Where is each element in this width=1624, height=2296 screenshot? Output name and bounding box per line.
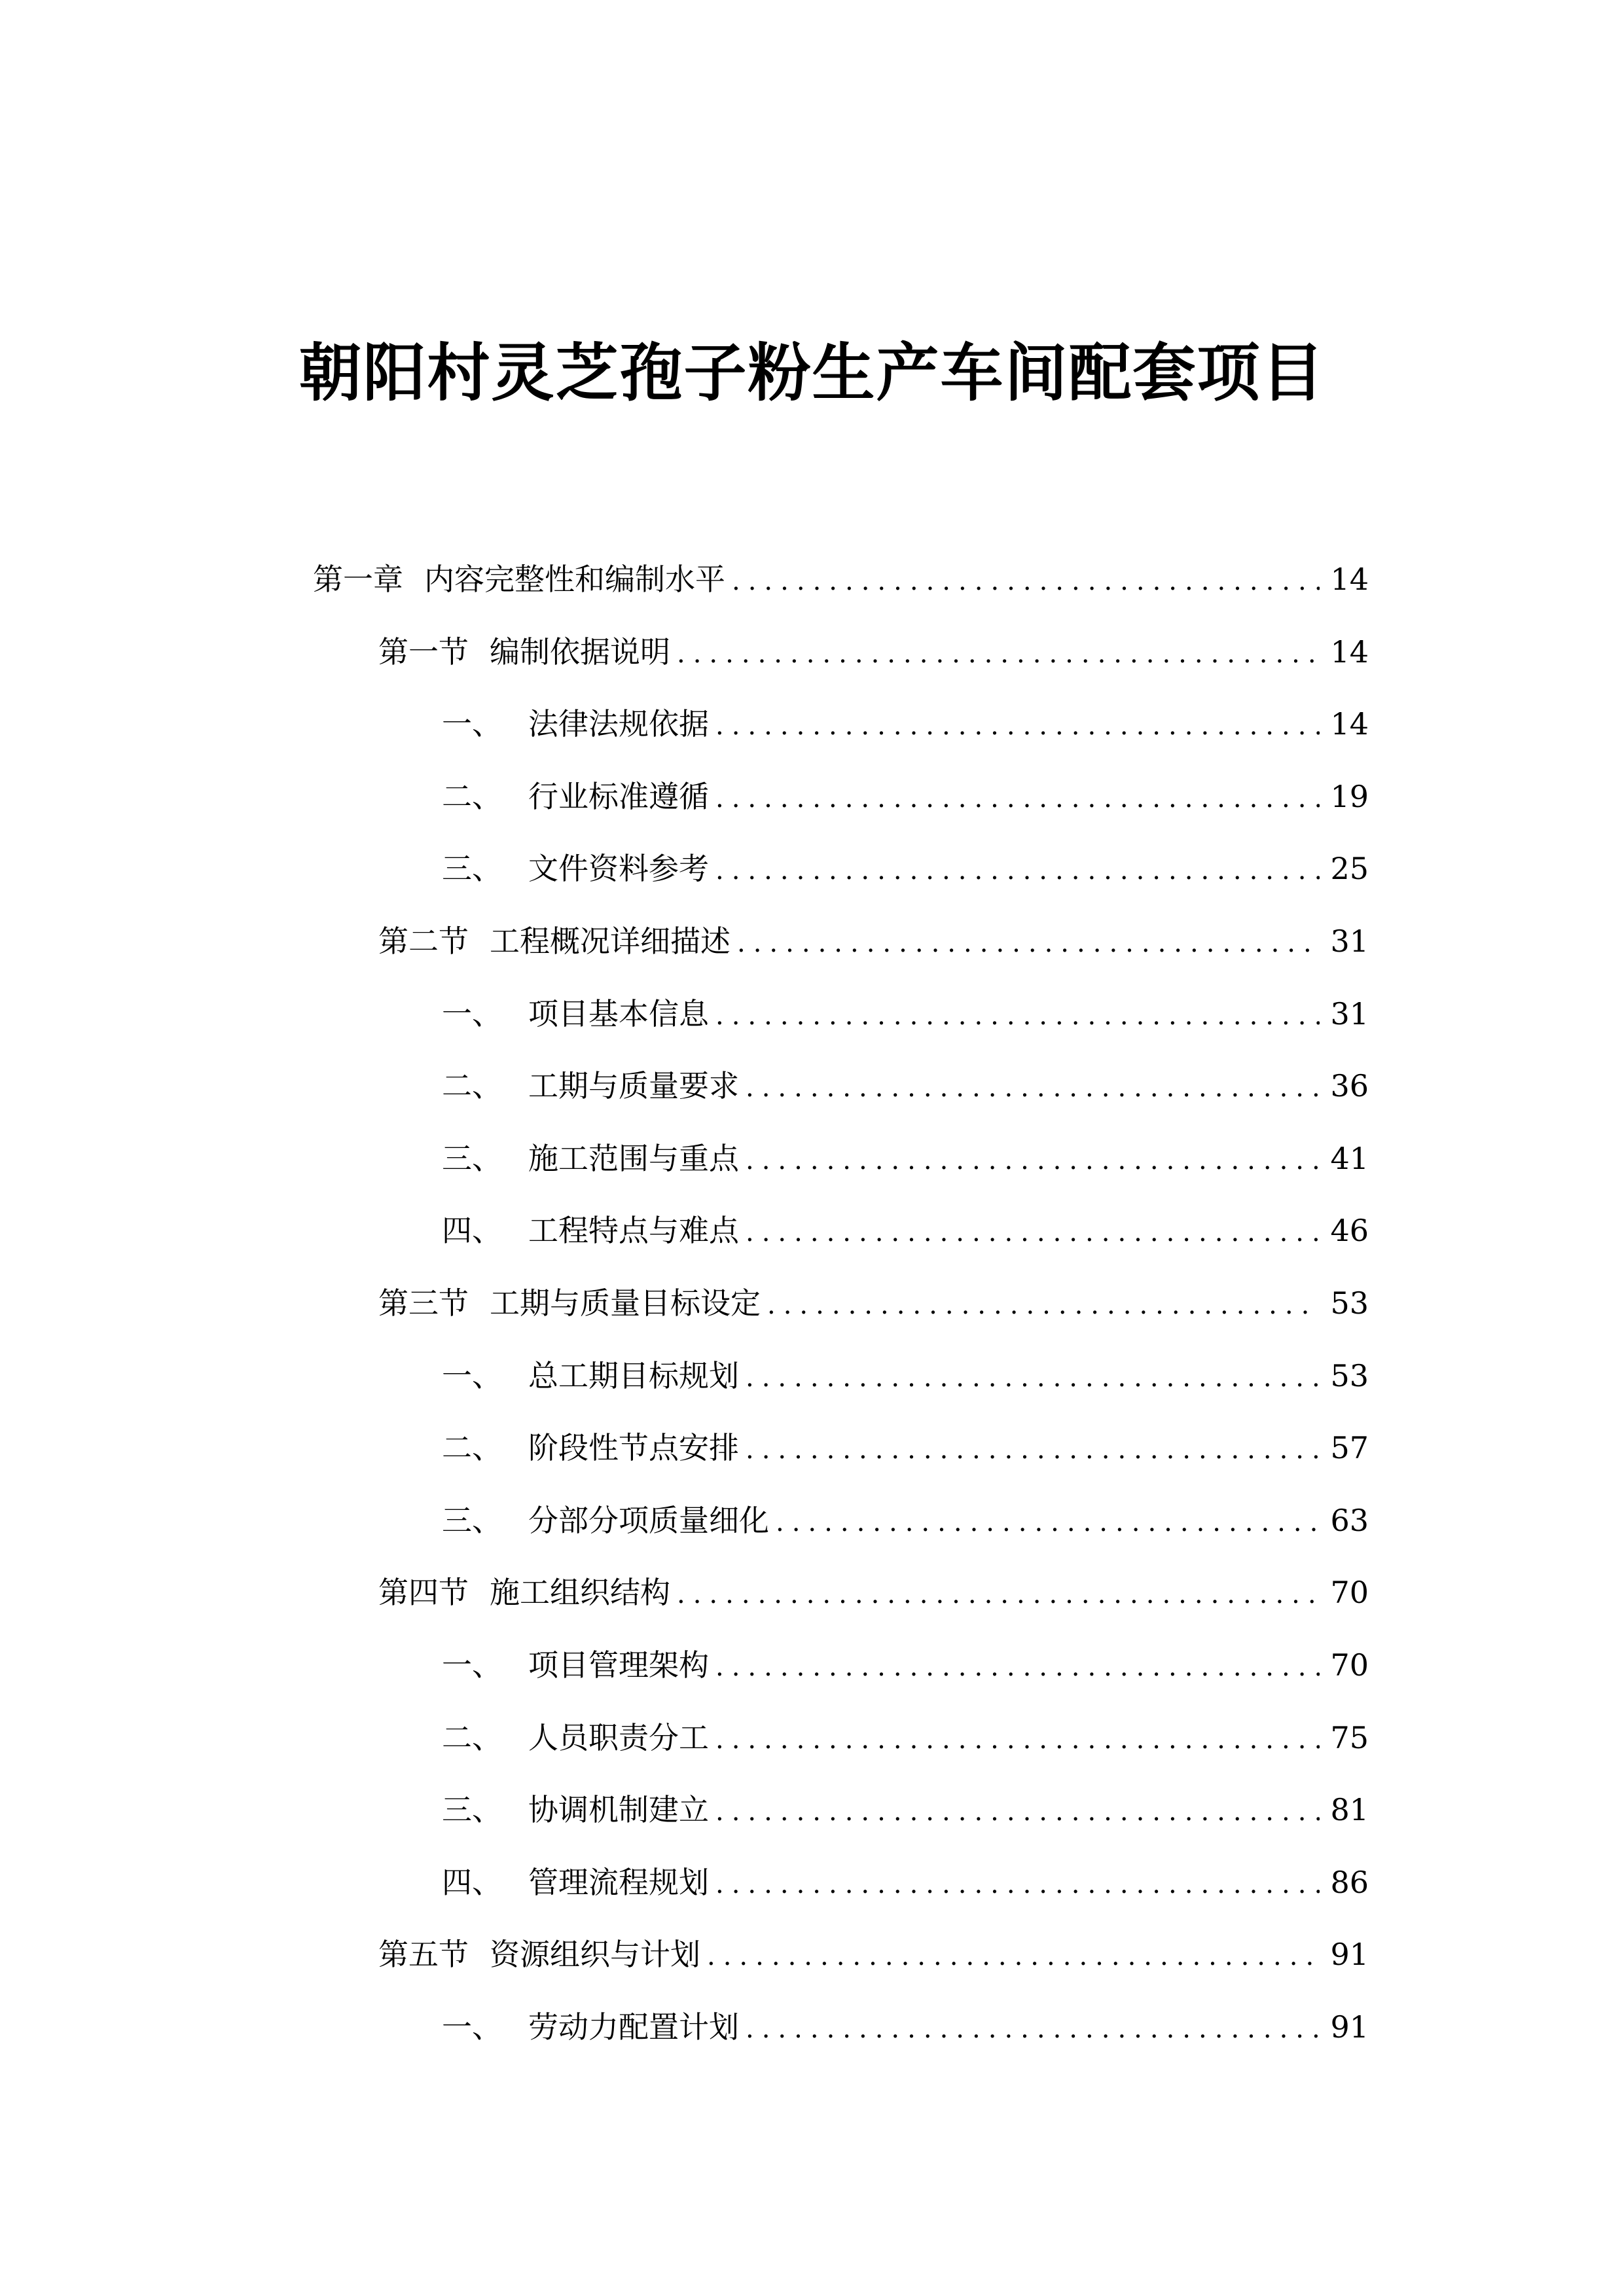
toc-entry-number: 第五节 bbox=[378, 1937, 469, 1972]
toc-entry-title: 法律法规依据 bbox=[528, 706, 709, 742]
toc-entry-number: 四、 bbox=[442, 1865, 502, 1900]
toc-entry-number: 二、 bbox=[442, 1068, 502, 1103]
toc-entry-title: 资源组织与计划 bbox=[490, 1937, 700, 1972]
toc-dot-leader bbox=[746, 1427, 1320, 1473]
toc-dot-leader bbox=[715, 1644, 1320, 1690]
toc-entry-title: 工程概况详细描述 bbox=[490, 924, 731, 959]
toc-page-number: 70 bbox=[1330, 1647, 1369, 1683]
toc-entry-number: 一、 bbox=[442, 996, 502, 1031]
toc-entry[interactable] bbox=[378, 1570, 1369, 1615]
toc-entry-number: 三、 bbox=[442, 1503, 502, 1538]
toc-entry-title: 分部分项质量细化 bbox=[528, 1503, 769, 1538]
toc-entry-number: 三、 bbox=[442, 1792, 502, 1827]
toc-dot-leader bbox=[715, 1789, 1320, 1835]
toc-page-number: 91 bbox=[1330, 1937, 1369, 1972]
toc-entry-number: 第二节 bbox=[378, 924, 469, 959]
toc-entry[interactable] bbox=[313, 556, 1369, 602]
document-title: 朝阳村灵芝孢子粉生产车间配套项目 bbox=[298, 336, 1326, 410]
toc-dot-leader bbox=[767, 1282, 1320, 1328]
toc-entry-title: 项目基本信息 bbox=[528, 996, 709, 1031]
toc-entry-number: 第四节 bbox=[378, 1575, 469, 1610]
toc-page-number: 86 bbox=[1330, 1865, 1369, 1900]
toc-page-number: 63 bbox=[1330, 1503, 1369, 1538]
toc-entry-number: 二、 bbox=[442, 1720, 502, 1755]
toc-entry[interactable] bbox=[442, 1498, 1369, 1543]
toc-page-number: 53 bbox=[1330, 1358, 1369, 1393]
toc-page-number: 70 bbox=[1330, 1575, 1369, 1610]
toc-dot-leader bbox=[677, 1571, 1320, 1617]
toc-entry-title: 工期与质量目标设定 bbox=[490, 1285, 761, 1321]
toc-entry-number: 一、 bbox=[442, 2009, 502, 2045]
toc-dot-leader bbox=[737, 920, 1320, 966]
toc-entry-title: 总工期目标规划 bbox=[528, 1358, 739, 1393]
toc-entry[interactable] bbox=[378, 629, 1369, 675]
toc-entry-title: 工程特点与难点 bbox=[528, 1213, 739, 1248]
toc-entry-title: 项目管理架构 bbox=[528, 1647, 709, 1683]
toc-entry[interactable] bbox=[442, 846, 1369, 891]
toc-entry-title: 文件资料参考 bbox=[528, 851, 709, 886]
toc-page-number: 53 bbox=[1330, 1285, 1369, 1321]
toc-dot-leader bbox=[715, 1861, 1320, 1907]
toc-entry-number: 一、 bbox=[442, 1647, 502, 1683]
toc-dot-leader bbox=[715, 703, 1320, 749]
toc-entry-number: 第一节 bbox=[378, 634, 469, 670]
toc-entry[interactable] bbox=[442, 991, 1369, 1037]
toc-dot-leader bbox=[746, 1210, 1320, 1255]
toc-page-number: 25 bbox=[1330, 851, 1369, 886]
toc-entry[interactable] bbox=[442, 1787, 1369, 1833]
toc-entry-title: 劳动力配置计划 bbox=[528, 2009, 739, 2045]
toc-entry-title: 人员职责分工 bbox=[528, 1720, 709, 1755]
toc-entry-number: 第一章 bbox=[313, 562, 403, 597]
toc-dot-leader bbox=[707, 1933, 1320, 1979]
toc-dot-leader bbox=[715, 993, 1320, 1039]
toc-page-number: 31 bbox=[1330, 924, 1369, 959]
toc-entry[interactable] bbox=[442, 1642, 1369, 1688]
toc-entry[interactable] bbox=[442, 1063, 1369, 1109]
toc-entry-title: 施工组织结构 bbox=[490, 1575, 670, 1610]
toc-page-number: 91 bbox=[1330, 2009, 1369, 2045]
toc-entry[interactable] bbox=[442, 1425, 1369, 1471]
toc-entry-title: 行业标准遵循 bbox=[528, 779, 709, 814]
toc-page-number: 14 bbox=[1330, 562, 1369, 597]
toc-dot-leader bbox=[715, 776, 1320, 821]
toc-entry-title: 工期与质量要求 bbox=[528, 1068, 739, 1103]
toc-page-number: 57 bbox=[1330, 1430, 1369, 1465]
toc-entry-number: 三、 bbox=[442, 851, 502, 886]
toc-dot-leader bbox=[715, 848, 1320, 893]
toc-dot-leader bbox=[732, 558, 1320, 604]
toc-dot-leader bbox=[746, 1065, 1320, 1111]
toc-entry[interactable] bbox=[442, 1208, 1369, 1253]
toc-dot-leader bbox=[776, 1499, 1320, 1545]
toc-entry-number: 二、 bbox=[442, 1430, 502, 1465]
toc-entry[interactable] bbox=[442, 1715, 1369, 1761]
toc-page-number: 19 bbox=[1330, 779, 1369, 814]
toc-entry-number: 三、 bbox=[442, 1141, 502, 1176]
toc-page-number: 36 bbox=[1330, 1068, 1369, 1103]
toc-entry-number: 四、 bbox=[442, 1213, 502, 1248]
toc-dot-leader bbox=[746, 2006, 1320, 2052]
toc-entry[interactable] bbox=[442, 2004, 1369, 2050]
toc-page-number: 14 bbox=[1330, 706, 1369, 742]
toc-dot-leader bbox=[677, 631, 1320, 677]
toc-dot-leader bbox=[715, 1717, 1320, 1763]
toc-entry[interactable] bbox=[442, 1136, 1369, 1181]
toc-page-number: 46 bbox=[1330, 1213, 1369, 1248]
toc-entry[interactable] bbox=[442, 1859, 1369, 1905]
toc-entry-title: 协调机制建立 bbox=[528, 1792, 709, 1827]
toc-page-number: 14 bbox=[1330, 634, 1369, 670]
toc-page-number: 31 bbox=[1330, 996, 1369, 1031]
toc-entry-number: 一、 bbox=[442, 1358, 502, 1393]
toc-entry-number: 一、 bbox=[442, 706, 502, 742]
toc-entry[interactable] bbox=[378, 1280, 1369, 1326]
toc-entry-title: 编制依据说明 bbox=[490, 634, 670, 670]
toc-entry-number: 二、 bbox=[442, 779, 502, 814]
toc-entry-number: 第三节 bbox=[378, 1285, 469, 1321]
toc-dot-leader bbox=[746, 1355, 1320, 1401]
toc-entry[interactable] bbox=[442, 1353, 1369, 1399]
toc-page-number: 75 bbox=[1330, 1720, 1369, 1755]
toc-entry-title: 管理流程规划 bbox=[528, 1865, 709, 1900]
toc-entry-title: 施工范围与重点 bbox=[528, 1141, 739, 1176]
toc-dot-leader bbox=[746, 1138, 1320, 1183]
toc-page-number: 41 bbox=[1330, 1141, 1369, 1176]
toc-entry[interactable] bbox=[378, 1931, 1369, 1977]
toc-entry[interactable] bbox=[442, 774, 1369, 819]
toc-entry[interactable] bbox=[442, 701, 1369, 747]
toc-entry[interactable] bbox=[378, 918, 1369, 964]
toc-page-number: 81 bbox=[1330, 1792, 1369, 1827]
toc-entry-title: 内容完整性和编制水平 bbox=[424, 562, 725, 597]
toc-entry-title: 阶段性节点安排 bbox=[528, 1430, 739, 1465]
